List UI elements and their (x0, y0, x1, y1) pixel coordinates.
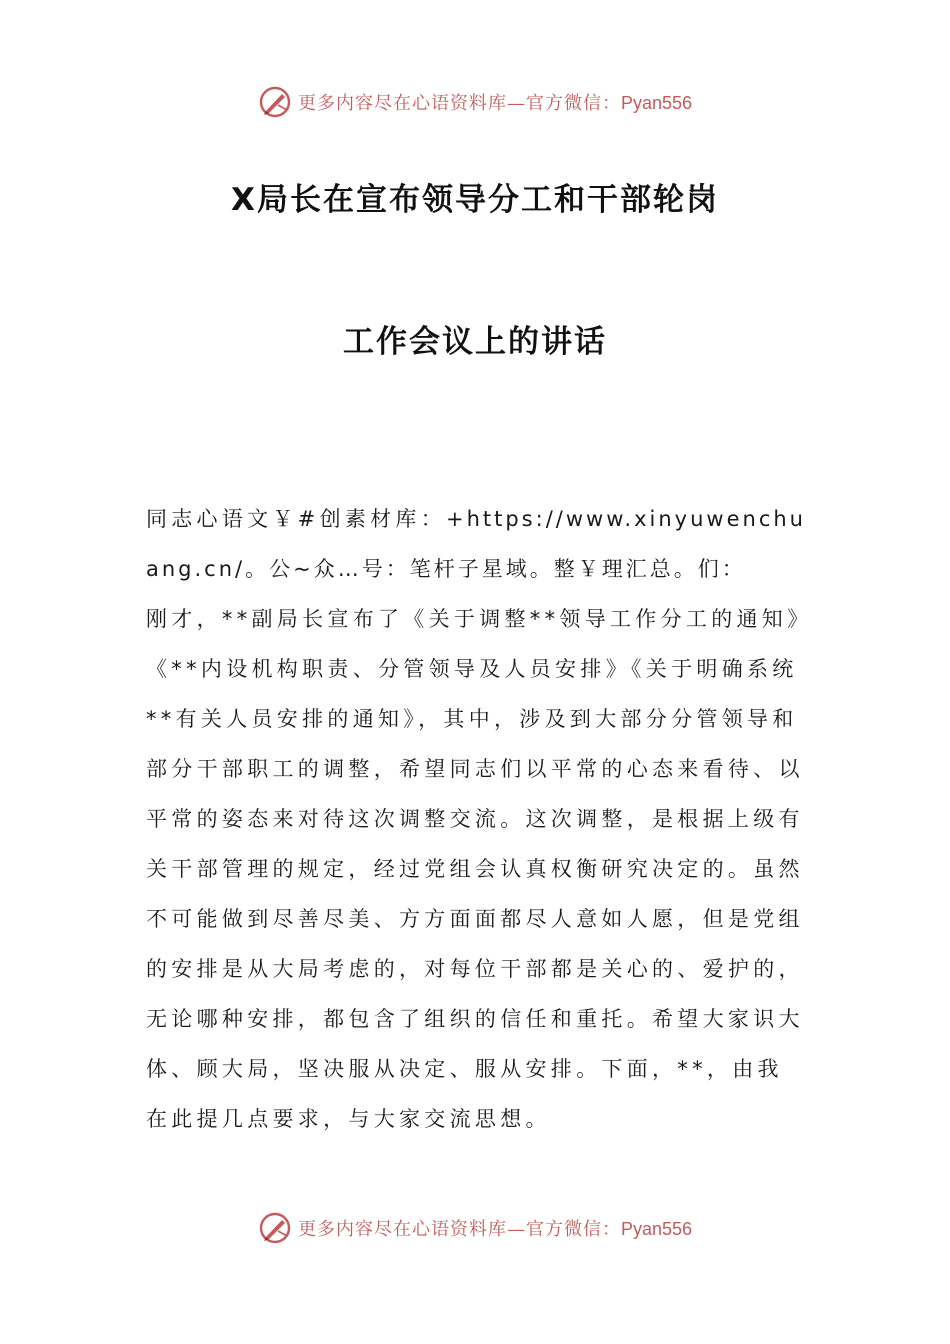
watermark-text: 更多内容尽在心语资料库—官方微信：Pyan556 (297, 1219, 693, 1240)
wechat-id: Pyan556 (620, 1219, 693, 1239)
footer-watermark (0, 1208, 950, 1248)
pen-logo-icon (258, 1211, 292, 1245)
paragraph-main: 刚才，**副局长宣布了《关于调整**领导工作分工的通知》《**内设机构职责、分管领导及人员安排》《关于明确系统**有关人员安排的通知》，其中，涉及到大部分分管领导和部分干部职工的调整，希望同志们以平常的心态来看待、以平常的姿态来对待这次调整交流。这次调整，是根据上级有关干部管理的规定，经过党组会认真权衡研究决定的。虽然不可能做到尽善尽美、方方面面都尽人意如人愿，但是党组的安排是从大局考虑的，对每位干部都是关心的、爱护的，无论哪种安排，都包含了组织的信任和重托。希望大家识大体、顾大局，坚决服从决定、服从安排。下面，**，由我在此提几点要求，与大家交流思想。 (146, 607, 804, 1131)
document-body (146, 494, 806, 1144)
watermark-text: 更多内容尽在心语资料库—官方微信：Pyan556 (297, 93, 693, 114)
paragraph-salutation: 同志心语文￥#创素材库：+https://www.xinyuwenchuang.cn/。公~众…号：笔杆子星域。整￥理汇总。们： (146, 507, 806, 581)
wechat-id: Pyan556 (620, 93, 693, 113)
document-title-line1: X局长在宣布领导分工和干部轮岗 (231, 182, 719, 218)
document-title-line2: 工作会议上的讲话 (343, 324, 607, 360)
header-watermark (0, 82, 950, 122)
pen-logo-icon (258, 85, 292, 119)
